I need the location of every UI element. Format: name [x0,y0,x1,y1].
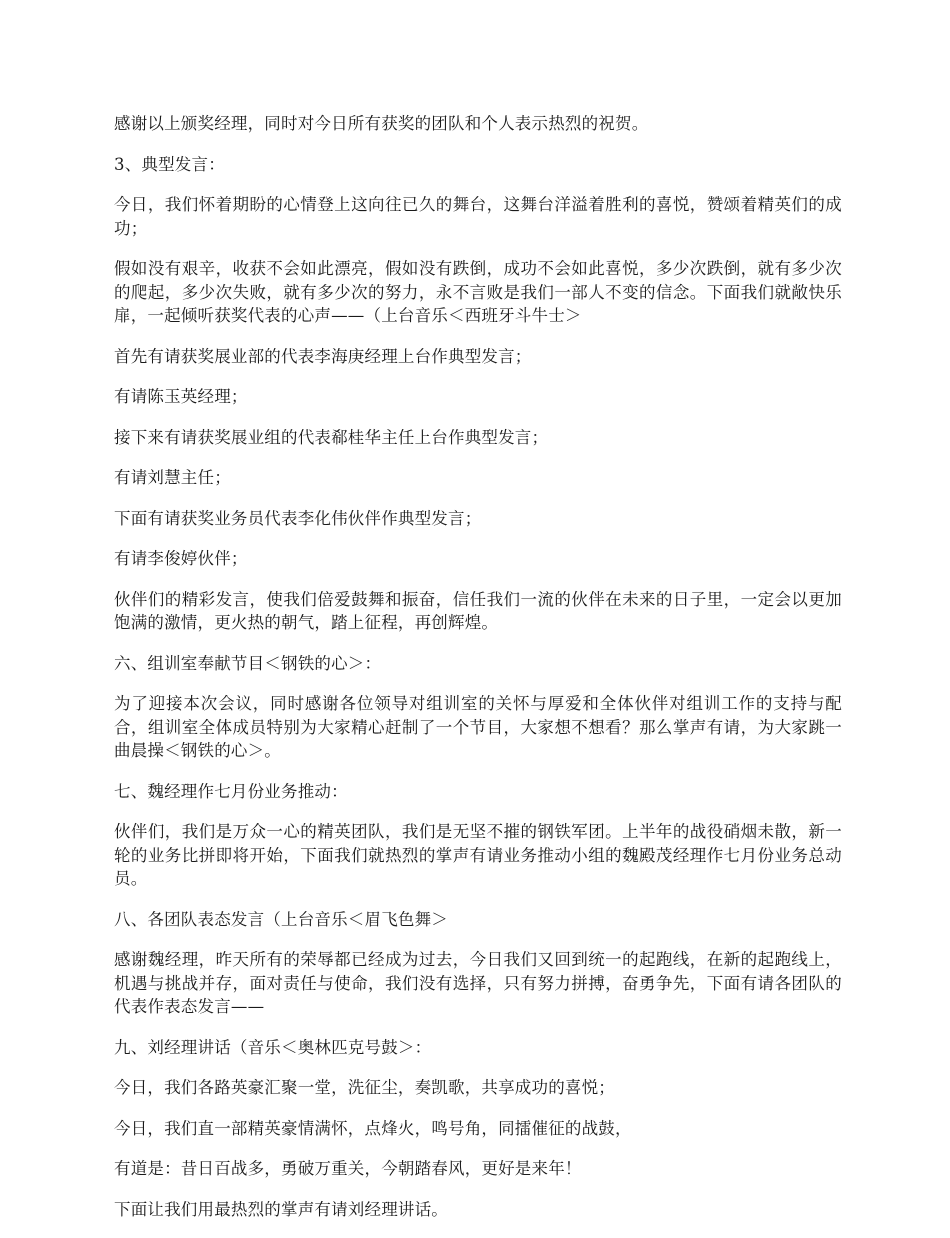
section-heading: 3、典型发言： [114,154,225,174]
paragraph: 感谢魏经理，昨天所有的荣辱都已经成为过去，今日我们又回到统一的起跑线，在新的起跑线上，机遇与挑战并存，面对责任与使命，我们没有选择，只有努力拼搏，奋勇争先，下面有请各团队的代表作表态发言—— [114,950,842,1016]
section-heading: 六、组训室奉献节目＜钢铁的心＞： [114,653,382,673]
paragraph: 今日，我们各路英豪汇聚一堂，洗征尘，奏凯歌，共享成功的喜悦； [114,1078,615,1097]
paragraph: 下面让我们用最热烈的掌声有请刘经理讲话。 [114,1199,448,1219]
paragraph: 伙伴们，我们是万众一心的精英团队，我们是无坚不摧的钢铁军团。上半年的战役硝烟未散，新一轮的业务比拼即将开始，下面我们就热烈的掌声有请业务推动小组的魏殿茂经理作七月份业务总动员。 [114,822,842,888]
paragraph: 假如没有艰辛，收获不会如此漂亮，假如没有跌倒，成功不会如此喜悦，多少次跌倒，就有多少次的爬起，多少次失败，就有多少次的努力，永不言败是我们一部人不变的信念。下面我们就敞快乐扉，一起倾听获奖代表的心声——（上台音乐＜西班牙斗牛士＞ [114,259,842,325]
section-heading: 九、刘经理讲话（音乐＜奥林匹克号鼓＞： [114,1037,432,1057]
paragraph: 接下来有请获奖展业组的代表郗桂华主任上台作典型发言； [114,427,549,447]
section-heading: 七、魏经理作七月份业务推动： [114,781,348,801]
section-heading: 八、各团队表态发言（上台音乐＜眉飞色舞＞ [114,909,448,929]
paragraph: 下面有请获奖业务员代表李化伟伙伴作典型发言； [114,508,482,528]
paragraph: 今日，我们直一部精英豪情满怀，点烽火，鸣号角，同擂催征的战鼓， [114,1118,632,1138]
paragraph: 为了迎接本次会议，同时感谢各位领导对组训室的关怀与厚爱和全体伙伴对组训工作的支持与配合，组训室全体成员特别为大家精心赶制了一个节目，大家想不想看？那么掌声有请，为大家跳一曲晨操＜钢铁的心＞。 [114,694,842,760]
paragraph: 首先有请获奖展业部的代表李海庚经理上台作典型发言； [114,346,532,366]
paragraph: 有道是：昔日百战多，勇破万重关，今朝踏春风，更好是来年！ [114,1159,582,1178]
paragraph: 有请陈玉英经理； [114,387,248,406]
document-body [114,112,842,1238]
paragraph: 有请李俊婷伙伴； [114,549,248,568]
paragraph: 伙伴们的精彩发言，使我们倍爱鼓舞和振奋，信任我们一流的伙伴在未来的日子里，一定会以更加饱满的激情，更火热的朝气，踏上征程，再创辉煌。 [114,589,842,632]
paragraph: 今日，我们怀着期盼的心情登上这向往已久的舞台，这舞台洋溢着胜利的喜悦，赞颂着精英们的成功； [114,195,842,238]
paragraph: 有请刘慧主任； [114,468,231,487]
paragraph: 感谢以上颁奖经理，同时对今日所有获奖的团队和个人表示热烈的祝贺。 [114,114,649,133]
